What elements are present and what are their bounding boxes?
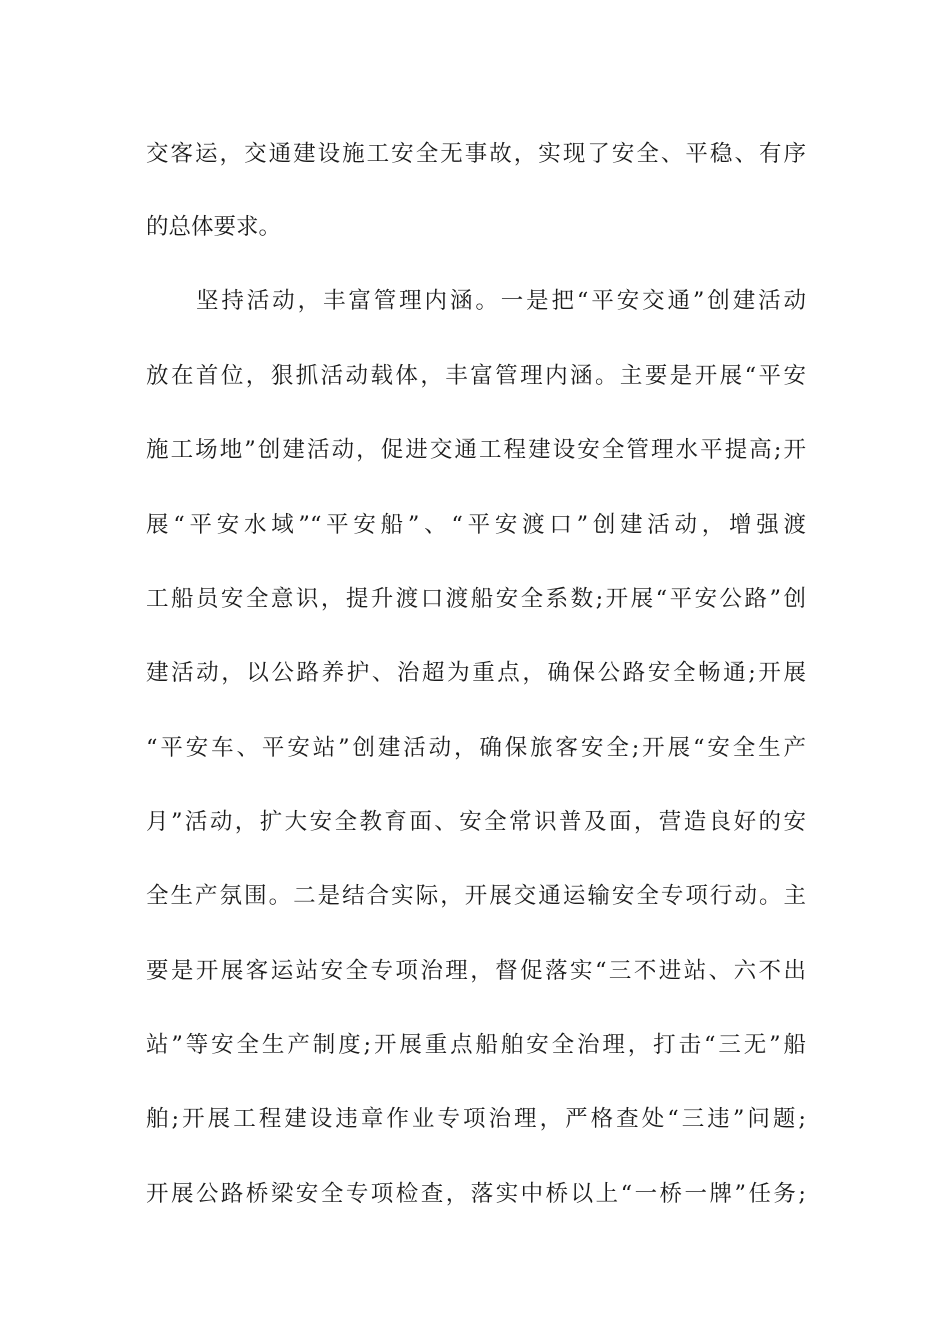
text-line-6: 展“平安水域”“平安船”、“平安渡口”创建活动，增强渡 (146, 512, 806, 538)
text-line-2: 的总体要求。 (146, 214, 282, 240)
text-line-1: 交客运，交通建设施工安全无事故，实现了安全、平稳、有序 (146, 141, 806, 167)
text-line-3: 坚持活动，丰富管理内涵。一是把“平安交通”创建活动 (196, 288, 806, 314)
text-line-8: 建活动，以公路养护、治超为重点，确保公路安全畅通;开展 (146, 660, 806, 686)
text-line-13: 站”等安全生产制度;开展重点船舶安全治理，打击“三无”船 (146, 1032, 806, 1058)
text-line-4: 放在首位，狠抓活动载体，丰富管理内涵。主要是开展“平安 (146, 363, 806, 389)
text-line-7: 工船员安全意识，提升渡口渡船安全系数;开展“平安公路”创 (146, 586, 806, 612)
text-line-14: 舶;开展工程建设违章作业专项治理，严格查处“三违”问题; (146, 1106, 806, 1132)
text-line-12: 要是开展客运站安全专项治理，督促落实“三不进站、六不出 (146, 958, 806, 984)
text-line-9: “平安车、平安站”创建活动，确保旅客安全;开展“安全生产 (146, 735, 806, 761)
text-line-10: 月”活动，扩大安全教育面、安全常识普及面，营造良好的安 (146, 809, 806, 835)
text-line-5: 施工场地”创建活动，促进交通工程建设安全管理水平提高;开 (146, 437, 806, 463)
text-line-11: 全生产氛围。二是结合实际，开展交通运输安全专项行动。主 (146, 883, 806, 909)
text-line-15: 开展公路桥梁安全专项检查，落实中桥以上“一桥一牌”任务; (146, 1181, 806, 1207)
